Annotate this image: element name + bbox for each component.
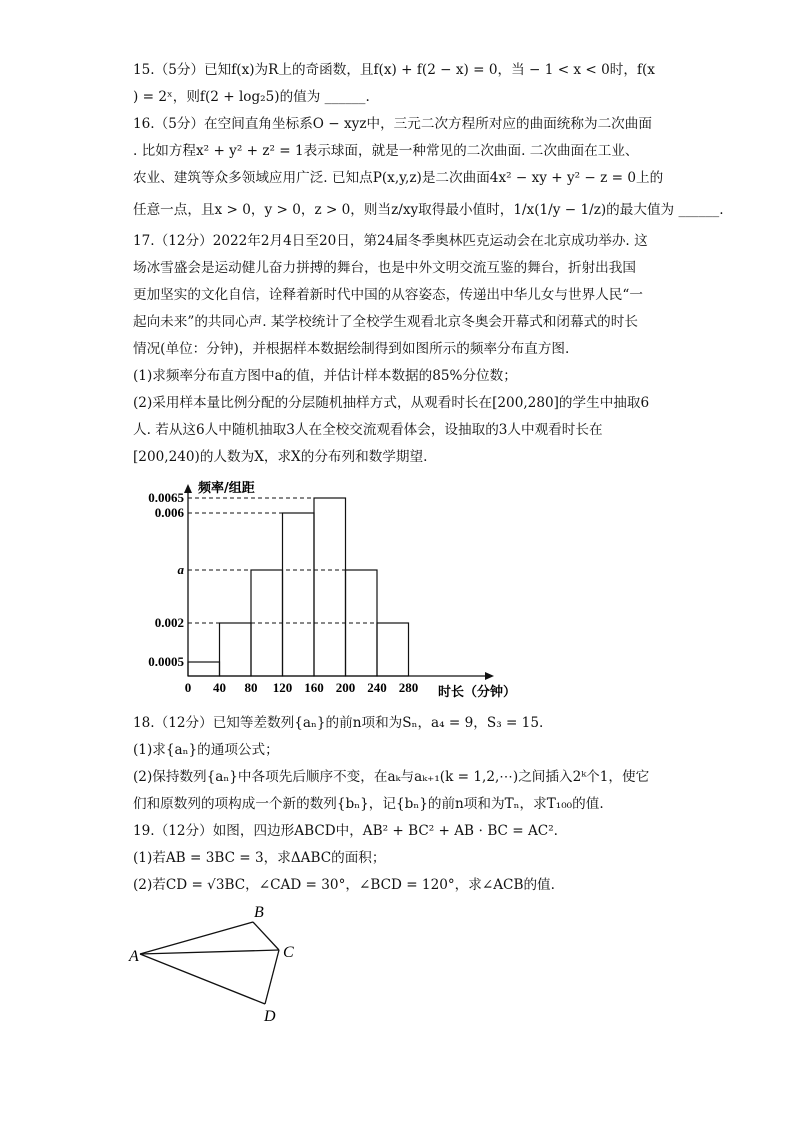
q17-line-5: 情况(单位：分钟)，并根据样本数据绘制得到如图所示的频率分布直方图. [133, 341, 570, 357]
x-axis-arrow [485, 672, 494, 680]
q17-line-1: 17.（12分）2022年2月4日至20日，第24届冬季奥林匹克运动会在北京成功举办. 这 [133, 233, 648, 249]
frequency-histogram [130, 478, 550, 706]
q17-line-2: 场冰雪盛会是运动健儿奋力拼搏的舞台，也是中外文明交流互鉴的舞台，折射出我国 [133, 260, 636, 276]
q18-line-1: 18.（12分）已知等差数列{aₙ}的前n项和为Sₙ，a₄ = 9，S₃ = 15. [133, 715, 544, 731]
q19-part-2: (2)若CD = √3BC，∠CAD = 30°，∠BCD = 120°，求∠ACB的值. [133, 877, 555, 893]
q16-line-4: 任意一点，且x > 0，y > 0，z > 0，则当z/xy取得最小值时，1/x(1/y − 1/z)的最大值为 ______. [133, 202, 724, 218]
histogram-plot [148, 480, 516, 700]
q19-line-1: 19.（12分）如图，四边形ABCD中，AB² + BC² + AB ⋅ BC = AC². [133, 823, 558, 839]
y-tick-label: 0.006 [154, 505, 184, 520]
quadrilateral-figure [128, 900, 318, 1025]
y-tick-label: a [177, 562, 184, 577]
x-tick-label: 80 [244, 680, 258, 695]
q18-part-2-line-1: (2)保持数列{aₙ}中各项先后顺序不变，在aₖ与aₖ₊₁(k = 1,2,⋯)之间插入2ᵏ个1，使它 [133, 769, 650, 785]
q17-part-2-line-1: (2)采用样本量比例分配的分层随机抽样方式，从观看时长在[200,280]的学生中抽取6 [133, 395, 650, 411]
q16-line-3: 农业、建筑等众多领域应用广泛. 已知点P(x,y,z)是二次曲面4x² − xy + y² − z = 0上的 [133, 170, 664, 186]
q17-part-1: (1)求频率分布直方图中a的值，并估计样本数据的85%分位数； [133, 368, 517, 384]
q17-part-2-line-2: 人. 若从这6人中随机抽取3人在全校交流观看体会，设抽取的3人中观看时长在 [133, 422, 603, 438]
point-label-B: B [254, 904, 264, 921]
q18-part-2-line-2: 们和原数列的项构成一个新的数列{bₙ}，记{bₙ}的前n项和为Tₙ，求T₁₀₀的值. [133, 796, 604, 812]
point-label-A: A [129, 948, 139, 965]
y-tick-label: 0.0005 [148, 654, 184, 669]
histogram-bar [377, 623, 409, 676]
q19-part-1: (1)若AB = 3BC = 3，求ΔABC的面积； [133, 850, 386, 866]
y-tick-label: 0.002 [154, 615, 184, 630]
segment-BC [253, 922, 279, 950]
x-tick-label: 120 [272, 680, 293, 695]
q17-part-2-line-3: [200,240)的人数为X，求X的分布列和数学期望. [133, 449, 428, 465]
q17-line-4: 起向未来”的共同心声. 某学校统计了全校学生观看北京冬奥会开幕式和闭幕式的时长 [133, 314, 638, 330]
x-tick-label: 200 [335, 680, 356, 695]
histogram-bar [314, 498, 346, 676]
q17-line-3: 更加坚实的文化自信，诠释着新时代中国的从容姿态，传递出中华儿女与世界人民“一 [133, 287, 643, 303]
x-tick-label: 160 [304, 680, 324, 695]
q18-part-1: (1)求{aₙ}的通项公式； [133, 742, 279, 758]
segment-CD [265, 950, 279, 1004]
segment-AD [140, 954, 265, 1004]
point-label-C: C [283, 944, 294, 961]
x-tick-label: 0 [184, 680, 192, 695]
point-label-D: D [264, 1008, 276, 1025]
x-axis-title: 时长（分钟） [438, 685, 517, 700]
histogram-bar [188, 662, 220, 676]
q16-line-1: 16.（5分）在空间直角坐标系O − xyz中，三元二次方程所对应的曲面统称为二次曲面 [133, 116, 652, 132]
segment-AB [140, 922, 253, 954]
x-tick-label: 40 [213, 680, 226, 695]
q15-line-1: 15.（5分）已知f(x)为R上的奇函数，且f(x) + f(2 − x) = 0，当 − 1 < x < 0时，f(x [133, 62, 655, 78]
x-tick-label: 240 [367, 680, 387, 695]
x-tick-label: 280 [398, 680, 419, 695]
segment-AC [140, 950, 279, 954]
histogram-bar [220, 623, 252, 676]
q15-line-2: ) = 2ˣ，则f(2 + log₂5)的值为 ______. [133, 89, 370, 105]
y-axis-title: 频率/组距 [198, 481, 255, 496]
y-tick-label: 0.0065 [148, 490, 184, 505]
y-axis-arrow [184, 484, 192, 493]
histogram-bar [283, 513, 315, 676]
q16-line-2: . 比如方程x² + y² + z² = 1表示球面，就是一种常见的二次曲面. 二次曲面在工业、 [133, 143, 639, 159]
